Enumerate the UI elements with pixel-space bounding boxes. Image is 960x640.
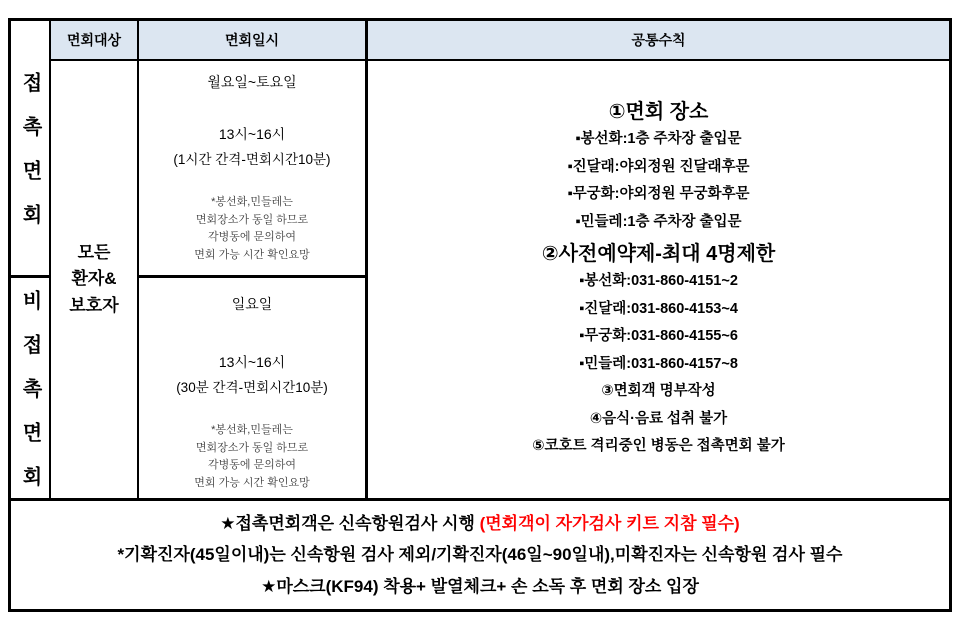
schedule-contact-days: 월요일~토요일	[207, 74, 297, 90]
footer-line-1	[220, 508, 739, 539]
rule-extra: ④음식·음료 섭취 불가	[589, 410, 728, 427]
note-line: 면회 가능 시간 확인요망	[194, 476, 310, 489]
row-label-contact-visit-text: 접촉면회	[19, 72, 41, 248]
footer-notes	[11, 498, 949, 609]
visit-target-cell	[51, 61, 139, 498]
rule-item: ▪진달래:031-860-4153~4	[579, 300, 738, 317]
visitation-notice-table	[8, 18, 952, 612]
note-line: *봉선화,민들레는	[211, 196, 293, 208]
schedule-noncontact-interval: (30분 간격-면회시간10분)	[176, 380, 328, 395]
visit-target-line: 환자&	[71, 269, 117, 289]
footer-line-1-black: ★접촉면회객은 신속항원검사 시행	[220, 513, 480, 533]
rule-item: ▪민들레:1층 주차장 출입문	[575, 213, 742, 230]
schedule-contact-cell	[139, 61, 368, 278]
row-label-contact-visit	[11, 21, 51, 278]
schedule-noncontact-days: 일요일	[231, 296, 273, 312]
visit-target-line: 보호자	[69, 295, 119, 315]
footer-line-1-red: (면회객이 자가검사 키트 지참 필수)	[479, 513, 740, 533]
footer-line-2: *기확진자(45일이내)는 신속항원 검사 제외/기확진자(46일~90일내),미확진자는 신속항원 검사 필수	[117, 545, 843, 565]
common-rules-cell	[368, 61, 949, 498]
note-line: 면회 가능 시간 확인요망	[194, 248, 310, 261]
rule-extra: ③면회객 명부작성	[601, 383, 716, 400]
note-line: 각병동에 문의하여	[207, 231, 297, 244]
rule-section1-title: ①면회 장소	[608, 100, 709, 123]
row-label-noncontact-visit-text: 비접촉면회	[19, 290, 41, 510]
schedule-noncontact-note	[194, 422, 309, 492]
rule-item: ▪봉선화:1층 주차장 출입문	[575, 130, 742, 147]
rule-item: ▪민들레:031-860-4157~8	[579, 355, 738, 372]
row-label-noncontact-visit	[11, 278, 51, 510]
schedule-noncontact-cell	[139, 278, 368, 498]
header-visit-schedule: 면회일시	[139, 21, 368, 61]
note-line: 각병동에 문의하여	[207, 459, 297, 472]
note-line: *봉선화,민들레는	[211, 424, 293, 436]
note-line: 면회장소가 동일 하므로	[195, 441, 309, 454]
rule-item: ▪진달래:야외정원 진달래후문	[567, 158, 750, 175]
header-common-rules: 공통수칙	[368, 21, 949, 61]
schedule-contact-time: 13시~16시	[218, 126, 286, 142]
visit-target-line: 모든	[77, 242, 111, 262]
footer-line-3: ★마스크(KF94) 착용+ 발열체크+ 손 소독 후 면회 장소 입장	[261, 576, 699, 596]
schedule-contact-note	[194, 194, 309, 264]
schedule-contact-interval: (1시간 간격-면회시간10분)	[173, 152, 331, 167]
note-line: 면회장소가 동일 하므로	[195, 213, 309, 226]
rule-item: ▪무궁화:031-860-4155~6	[579, 328, 738, 345]
rule-item: ▪무궁화:야외정원 무궁화후문	[567, 186, 750, 203]
header-visit-target: 면회대상	[51, 21, 139, 61]
rule-extra: ⑤코호트 격리중인 병동은 접촉면회 불가	[532, 438, 785, 455]
rule-section2-title: ②사전예약제-최대 4명제한	[541, 243, 776, 266]
schedule-noncontact-time: 13시~16시	[218, 354, 286, 370]
rule-item: ▪봉선화:031-860-4151~2	[579, 273, 738, 290]
